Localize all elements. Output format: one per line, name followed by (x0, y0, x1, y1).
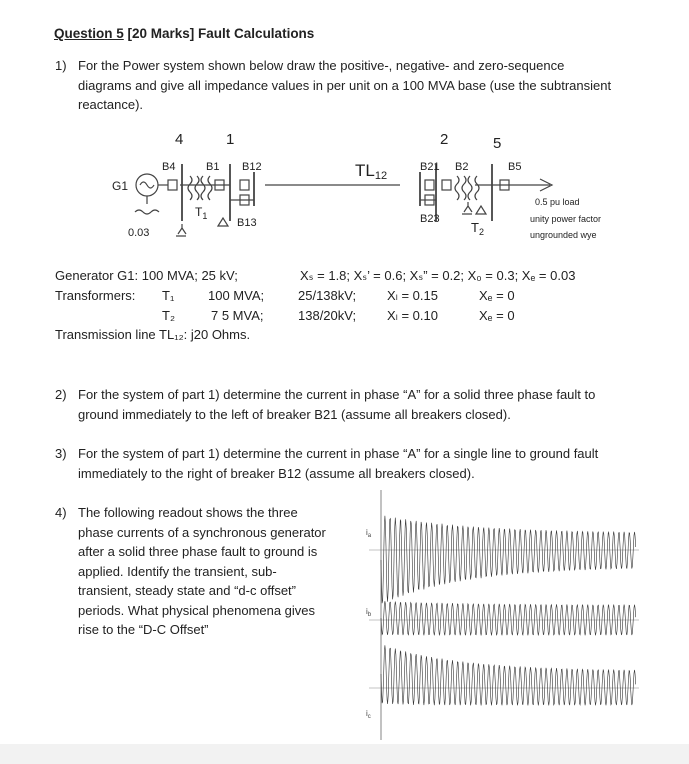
tl-label (355, 161, 387, 182)
b23-label: B23 (420, 213, 440, 225)
tl-label-sub: 12 (374, 170, 388, 182)
transformer-t1 (188, 176, 212, 200)
transformer-t2 (455, 176, 479, 200)
t1-leakage: Xₗ = 0.15 (387, 288, 438, 303)
generator-spec: Generator G1: 100 MVA; 25 kV; (55, 268, 238, 283)
q4-line: transient, steady state and “d-c offset” (78, 583, 296, 598)
bus-4-label: 4 (175, 131, 184, 148)
g1-label: G1 (112, 179, 129, 193)
t1-delta-symbol (218, 218, 228, 226)
q4-line: periods. What physical phenomena gives (78, 602, 316, 618)
breaker-b21 (425, 180, 434, 190)
q3-text (78, 444, 598, 483)
ib-label-main: i (366, 607, 368, 616)
b4-label: B4 (162, 161, 176, 173)
question-heading: [20 Marks] Fault Calculations (123, 26, 315, 41)
tl-label-main: TL (355, 161, 375, 180)
load-label-3: ungrounded wye (530, 230, 597, 240)
one-line-diagram (100, 126, 620, 246)
b21-label: B21 (420, 161, 440, 173)
t1-name: T₁ (162, 288, 175, 303)
t2-label-sub: 2 (478, 227, 484, 237)
q4-line: phase currents of a synchronous generator (78, 524, 326, 540)
t2-name: T₂ (162, 308, 175, 323)
q4-number: 4) (55, 505, 67, 520)
load-label-2: unity power factor (530, 214, 602, 224)
t2-label-main: T (471, 220, 479, 235)
q2-line: For the system of part 1) determine the current in phase “A” for a solid three phase fault to (78, 387, 596, 402)
q3-number: 3) (55, 446, 67, 461)
ia-label-main: i (366, 528, 368, 537)
ia-waveform (381, 516, 636, 603)
b2-label: B2 (455, 161, 469, 173)
question-title (54, 24, 314, 43)
ic-label-main: i (366, 709, 368, 718)
question-number: Question 5 (54, 26, 124, 41)
current-oscillogram (364, 490, 644, 740)
q2-line: ground immediately to the left of breaker B21 (assume all breakers closed). (78, 406, 511, 422)
generator-ground (135, 196, 159, 214)
t2-voltage: 138/20kV; (298, 308, 357, 323)
b12-label: B12 (242, 161, 262, 173)
q1-line: For the Power system shown below draw the positive-, negative- and zero-sequence (78, 58, 565, 73)
ic-label (366, 709, 371, 720)
load-label-1: 0.5 pu load (535, 197, 580, 207)
q4-line: The following readout shows the three (78, 505, 298, 520)
t2-label (471, 220, 484, 237)
ib-label-sub: b (367, 612, 372, 618)
ia-label (366, 528, 372, 539)
t2-delta-symbol (476, 206, 486, 214)
t1-wye-symbol (176, 224, 186, 236)
q1-number: 1) (55, 58, 67, 73)
generator-reactances: Xₛ = 1.8; Xₛ’ = 0.6; Xₛ” = 0.2; X₀ = 0.3; Xₑ = 0.03 (300, 268, 576, 283)
q4-line: rise to the “D-C Offset” (78, 622, 209, 637)
q4-text (78, 503, 326, 640)
q1-text (78, 56, 611, 115)
t1-label (195, 205, 207, 221)
t1-rating: 100 MVA; (208, 288, 265, 303)
ib-label (366, 607, 372, 618)
ic-waveform (381, 645, 636, 705)
t2-leakage: Xₗ = 0.10 (387, 308, 438, 323)
ia-label-sub: a (367, 533, 372, 539)
ground-reactance-label: 0.03 (128, 227, 150, 239)
b13-label: B13 (237, 217, 257, 229)
t1-label-main: T (195, 205, 203, 219)
q4-line: applied. Identify the transient, sub- (78, 563, 277, 579)
t2-ground: Xₑ = 0 (479, 308, 515, 323)
q1-line: reactance). (78, 97, 144, 112)
t1-label-sub: 1 (202, 211, 208, 221)
q2-text (78, 385, 595, 424)
q4-line: after a solid three phase fault to ground is (78, 544, 318, 559)
breaker-b12 (240, 180, 249, 190)
q3-line: immediately to the right of breaker B12 (assume all breakers closed). (78, 465, 475, 481)
t1-voltage: 25/138kV; (298, 288, 357, 303)
bus-1-label: 1 (226, 131, 235, 148)
t2-wye-symbol (462, 202, 472, 214)
breaker-b2 (442, 180, 451, 190)
t1-ground: Xₑ = 0 (479, 288, 515, 303)
transmission-line-spec: Transmission line TL₁₂: j20 Ohms. (55, 327, 251, 342)
q2-number: 2) (55, 387, 67, 402)
q1-line: diagrams and give all impedance values in per unit on a 100 MVA base (use the subtransient (78, 77, 612, 93)
bus-5-label: 5 (493, 135, 502, 152)
q3-line: For the system of part 1) determine the current in phase “A” for a single line to ground fault (78, 446, 599, 461)
transformers-label: Transformers: (55, 288, 136, 303)
b1-label: B1 (206, 161, 220, 173)
ic-label-sub: c (367, 714, 371, 720)
ib-waveform (381, 601, 636, 635)
t2-rating: 7 5 MVA; (211, 308, 264, 323)
bus-2-label: 2 (440, 131, 449, 148)
b5-label: B5 (508, 161, 522, 173)
breaker-b4 (168, 180, 177, 190)
